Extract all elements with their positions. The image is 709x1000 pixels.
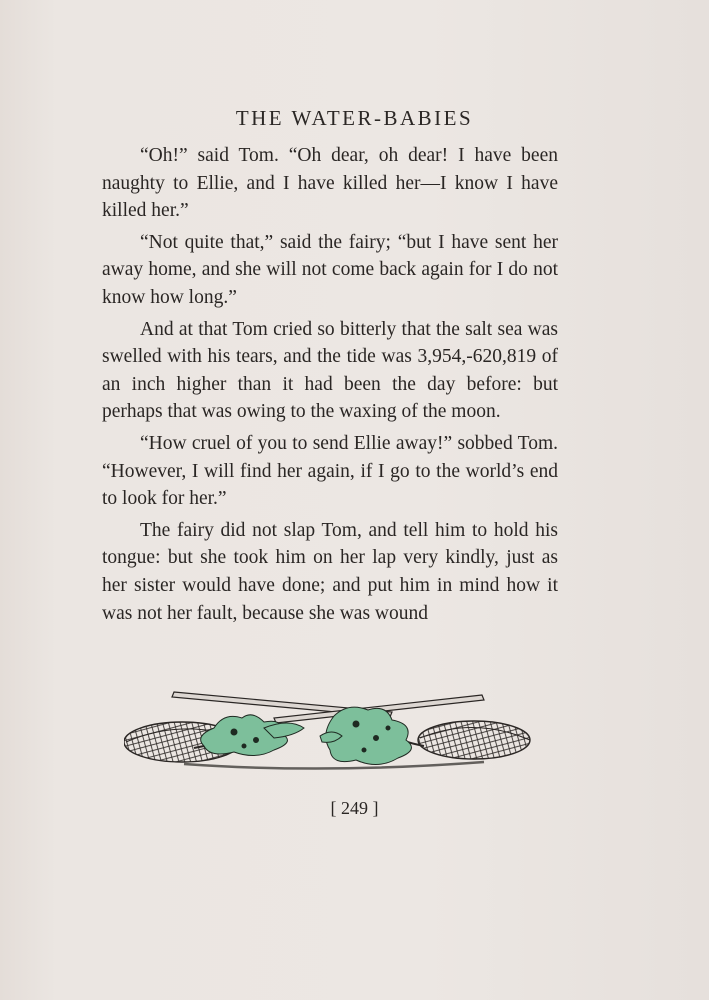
paragraph-5: The fairy did not slap Tom, and tell him to hold his tongue: but she took him on her lap very kindly, just as her sister would have done; and put him in mind how it was not her fault, because she was wound [102, 519, 558, 624]
paragraph-2: “Not quite that,” said the fairy; “but I have sent her away home, and she will not come back again for I do not know how long.” [102, 231, 558, 308]
running-head: THE WATER-BABIES [235, 106, 474, 130]
page-number: [ 249 ] [330, 798, 379, 818]
body-text [102, 142, 558, 631]
paragraph-3: And at that Tom cried so bitterly that the salt sea was swelled with his tears, and the tide was 3,954,-620,819 of an inch higher than it had been the day before: but perhaps that was owing to the waxing of the moon. [102, 318, 558, 423]
seaweed-right [320, 707, 411, 764]
paragraph-4: “How cruel of you to send Ellie away!” sobbed Tom. “However, I will find her again, if I go to the world’s end to look for her.” [102, 432, 558, 510]
paragraph-1: “Oh!” said Tom. “Oh dear, oh dear! I have been naughty to Ellie, and I have killed her—I know I have killed her.” [102, 145, 558, 222]
crossed-nets-ornament-icon [124, 688, 534, 778]
